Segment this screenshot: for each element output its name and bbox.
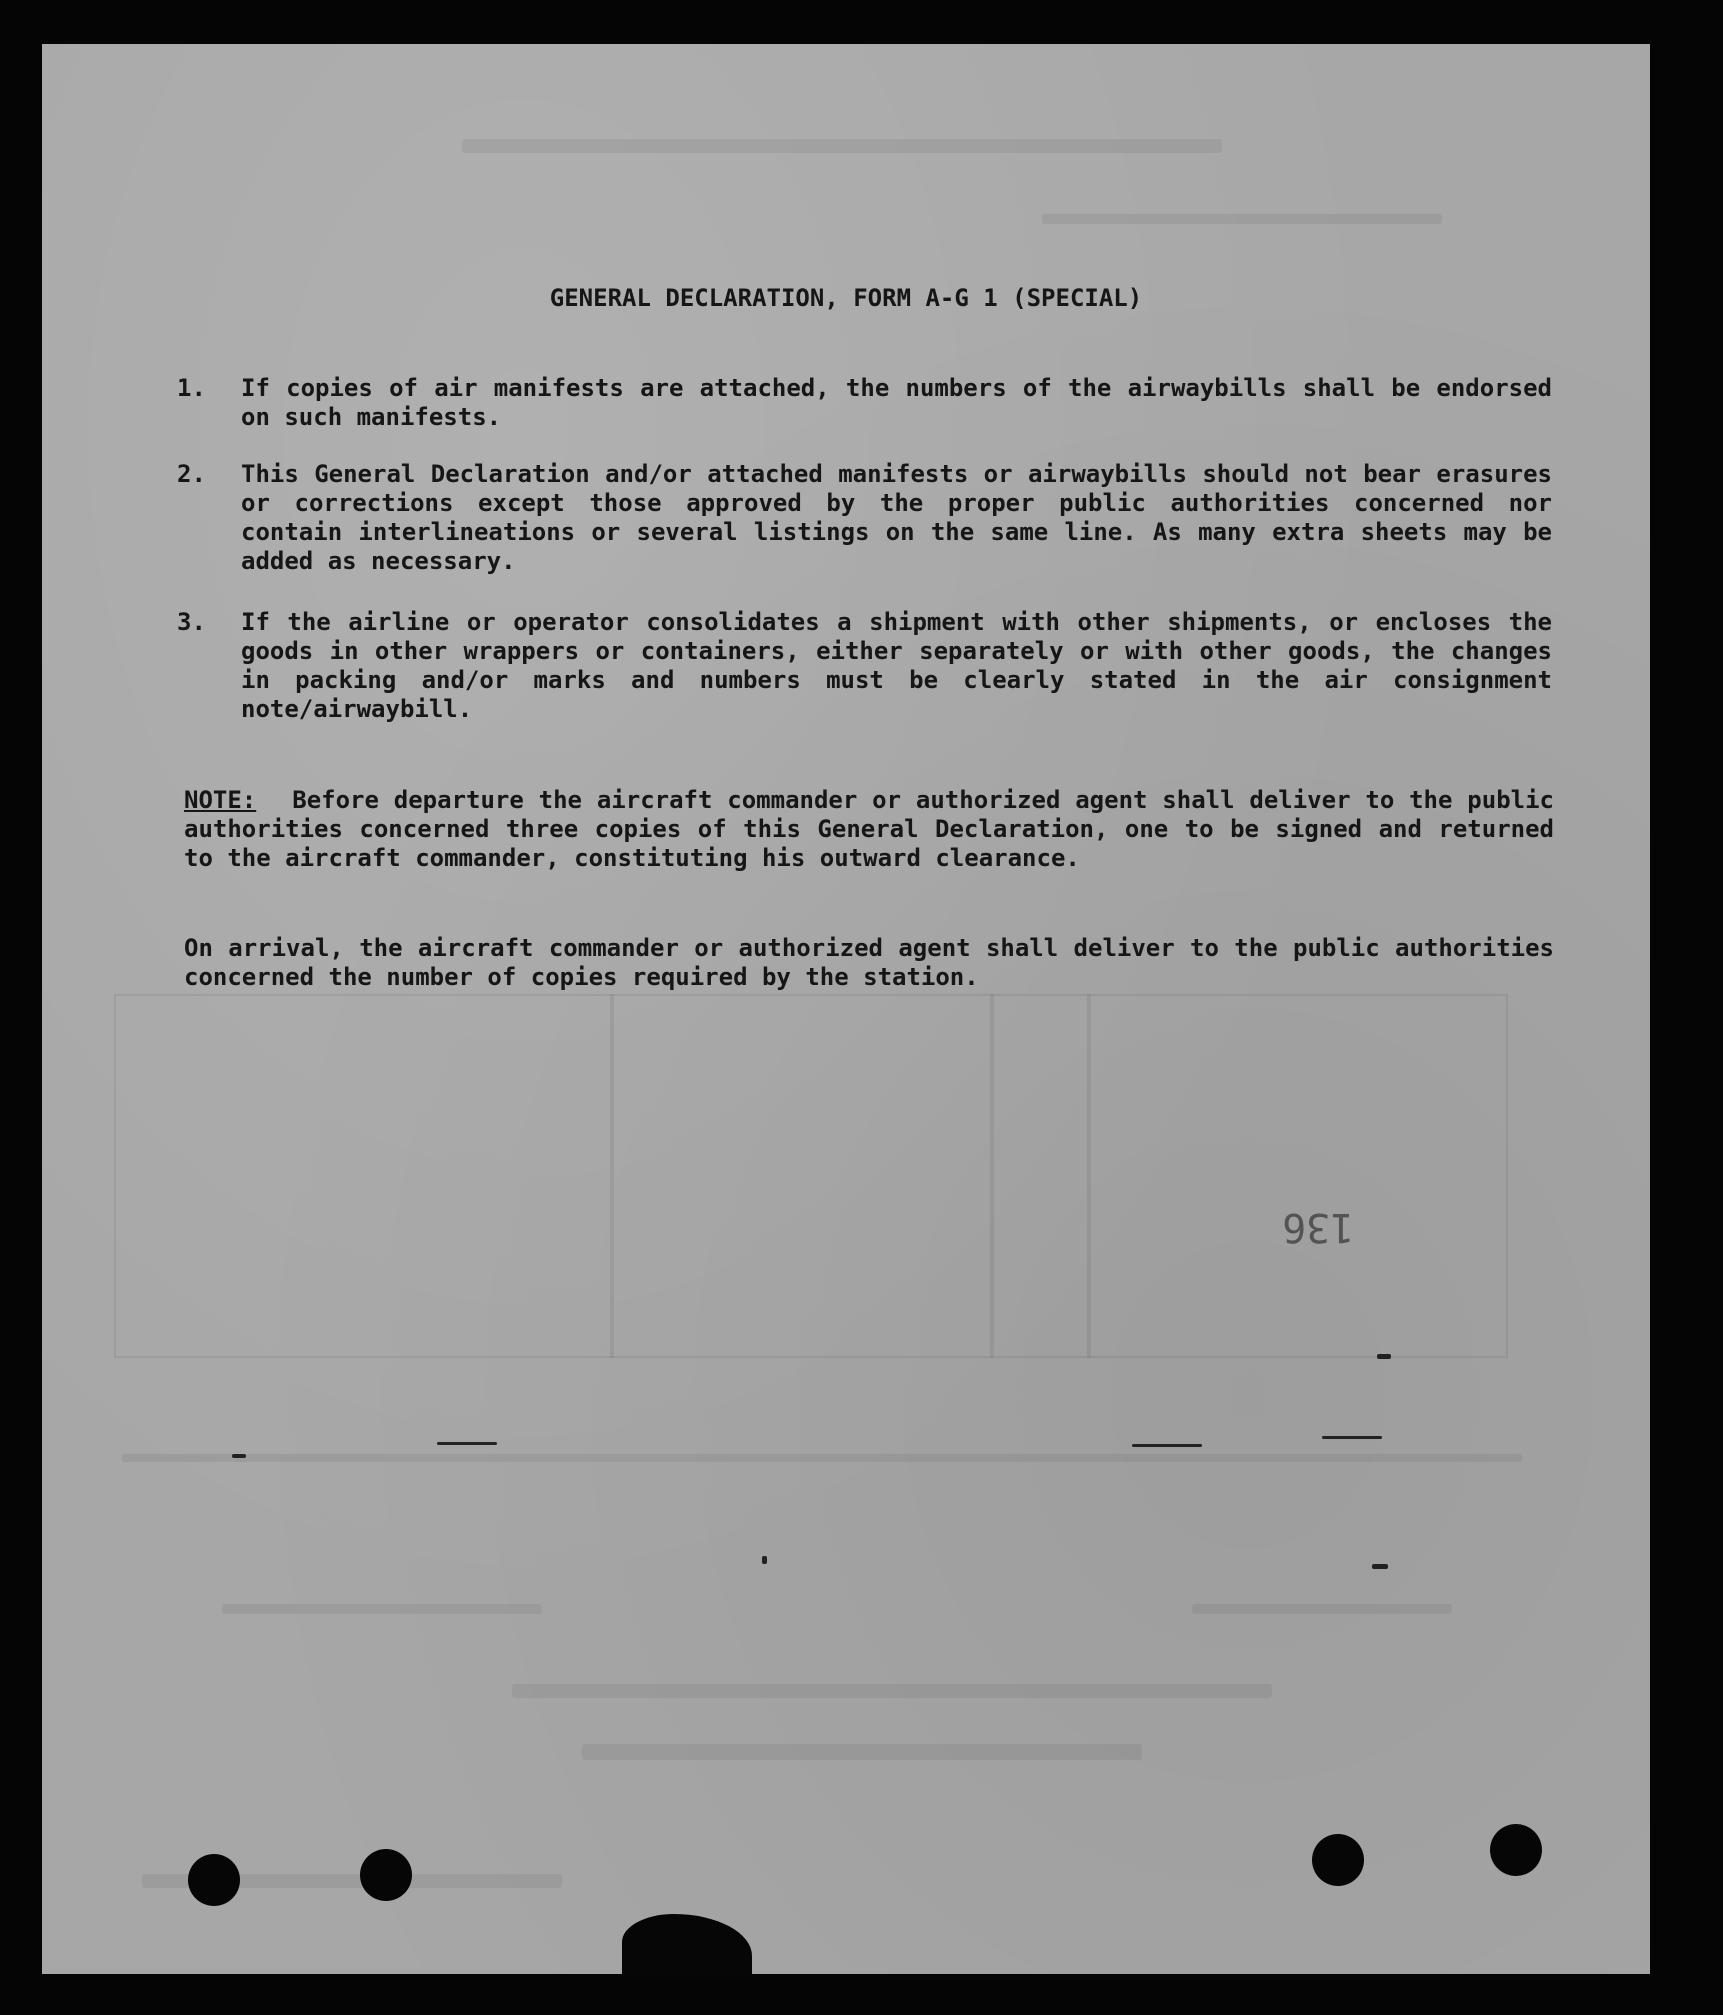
item-text: If the airline or operator consolidates a shipment with other shipments, or encloses the goods in other wrappers or containers, either separately or with other goods, the changes in packing and/or marks and numbers must be clearly stated in the air consignment note/airwaybill. — [241, 608, 1552, 723]
punch-hole — [1312, 1834, 1364, 1886]
arrival-note: On arrival, the aircraft commander or authorized agent shall deliver to the public authorities concerned the number of copies required by the station. — [184, 934, 1554, 991]
departure-note — [184, 786, 1554, 873]
punch-hole — [1490, 1824, 1542, 1876]
document-title: GENERAL DECLARATION, FORM A-G 1 (SPECIAL) — [549, 284, 1143, 312]
instruction-item — [177, 608, 1552, 724]
speck — [1132, 1444, 1202, 1447]
speck — [232, 1454, 246, 1458]
bleed-through-stamp: 136 — [1282, 1204, 1355, 1250]
speck — [762, 1556, 767, 1564]
speck — [437, 1442, 497, 1445]
item-number: 2. — [177, 460, 206, 488]
speck — [1322, 1436, 1382, 1439]
speck — [1372, 1564, 1388, 1569]
instruction-item — [177, 374, 1552, 432]
speck — [1377, 1354, 1391, 1359]
note-text: Before departure the aircraft commander or authorized agent shall deliver to the public authorities concerned three copies of this General Declaration, one to be signed and returned to the aircraft commander, constituting his outward clearance. — [184, 786, 1554, 872]
document-page — [42, 44, 1650, 1974]
punch-hole — [188, 1854, 240, 1906]
item-number: 3. — [177, 608, 206, 636]
instruction-item — [177, 460, 1552, 576]
item-text: This General Declaration and/or attached manifests or airwaybills should not bear erasures or corrections except those approved by the proper public authorities concerned nor contain interlineations or several listings on the same line. As many extra sheets may be added as necessary. — [241, 460, 1552, 575]
punch-hole — [360, 1849, 412, 1901]
item-number: 1. — [177, 374, 206, 402]
item-text: If copies of air manifests are attached, the numbers of the airwaybills shall be endorsed on such manifests. — [241, 374, 1552, 431]
note-label: NOTE: — [184, 786, 257, 814]
